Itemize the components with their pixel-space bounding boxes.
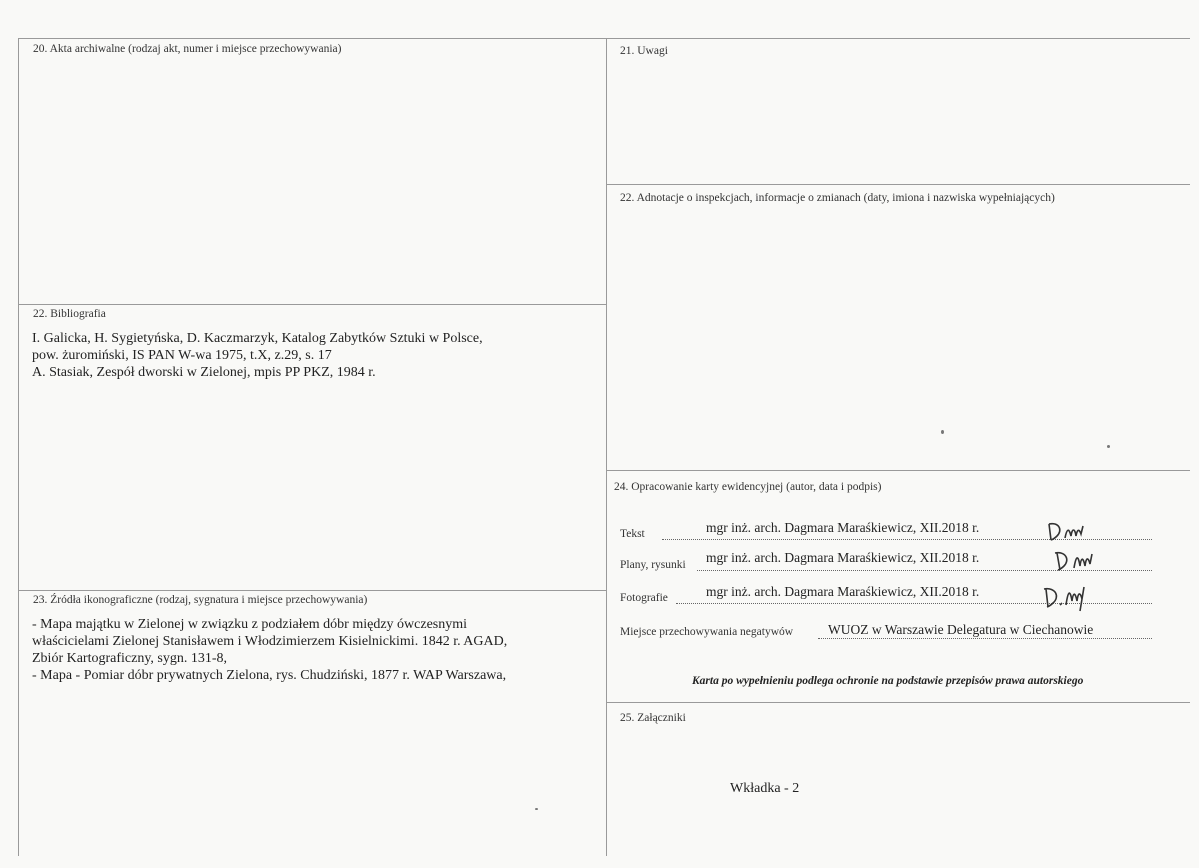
field-label-text: Tekst <box>620 528 645 540</box>
field-value-plans: mgr inż. arch. Dagmara Maraśkiewicz, XII.2018 r. <box>706 550 980 565</box>
field-label-plans: Plany, rysunki <box>620 559 686 571</box>
section-25-label: 25. Załączniki <box>620 712 686 724</box>
negatives-value: WUOZ w Warszawie Delegatura w Ciechanowie <box>828 622 1094 637</box>
top-rule <box>18 38 1190 39</box>
attachments-content: Wkładka - 2 <box>730 781 800 796</box>
rule-right-annot <box>606 184 1190 185</box>
column-divider <box>606 38 607 856</box>
left-edge <box>18 38 19 856</box>
signature-text <box>1045 520 1095 544</box>
section-24-label: 24. Opracowanie karty ewidencyjnej (autor, data i podpis) <box>614 481 882 493</box>
rule-right-24 <box>606 470 1190 471</box>
scan-speck <box>1107 445 1110 448</box>
bibliography-line: A. Stasiak, Zespół dworski w Zielonej, mpis PP PKZ, 1984 r. <box>32 365 376 380</box>
iconography-line: - Mapa - Pomiar dóbr prywatnych Zielona, rys. Chudziński, 1877 r. WAP Warszawa, <box>32 668 507 683</box>
iconography-line: - Mapa majątku w Zielonej w związku z podziałem dóbr między ówczesnymi <box>32 617 468 632</box>
section-22-bibliography-label: 22. Bibliografia <box>33 308 106 320</box>
section-20-label: 20. Akta archiwalne (rodzaj akt, numer i miejsce przechowywania) <box>33 43 342 55</box>
bibliography-line: I. Galicka, H. Sygietyńska, D. Kaczmarzyk, Katalog Zabytków Sztuki w Polsce, <box>32 331 483 346</box>
iconography-line: Zbiór Kartograficzny, sygn. 131-8, <box>32 651 228 666</box>
field-value-text: mgr inż. arch. Dagmara Maraśkiewicz, XII.2018 r. <box>706 520 980 535</box>
scan-speck <box>941 430 944 434</box>
negatives-label: Miejsce przechowywania negatywów <box>620 626 794 638</box>
field-value-photos: mgr inż. arch. Dagmara Maraśkiewicz, XII.2018 r. <box>706 584 980 599</box>
rule-left-icono <box>18 590 606 591</box>
copyright-note: Karta po wypełnieniu podlega ochronie na podstawie przepisów prawa autorskiego <box>692 675 1084 687</box>
rule-right-25 <box>606 702 1190 703</box>
iconography-line: właścicielami Zielonej Stanisławem i Włodzimierzem Kisielnickimi. 1842 r. AGAD, <box>32 634 508 649</box>
scan-speck <box>535 808 538 810</box>
signature-photos <box>1040 583 1094 613</box>
signature-plans <box>1052 548 1100 574</box>
section-21-label: 21. Uwagi <box>620 45 668 57</box>
field-label-photos: Fotografie <box>620 592 668 604</box>
rule-left-biblio <box>18 304 606 305</box>
section-22-annotations-label: 22. Adnotacje o inspekcjach, informacje o zmianach (daty, imiona i nazwiska wypełniających) <box>620 192 1055 204</box>
section-23-label: 23. Źródła ikonograficzne (rodzaj, sygnatura i miejsce przechowywania) <box>33 594 368 606</box>
bibliography-line: pow. żuromiński, IS PAN W-wa 1975, t.X, z.29, s. 17 <box>32 348 332 363</box>
